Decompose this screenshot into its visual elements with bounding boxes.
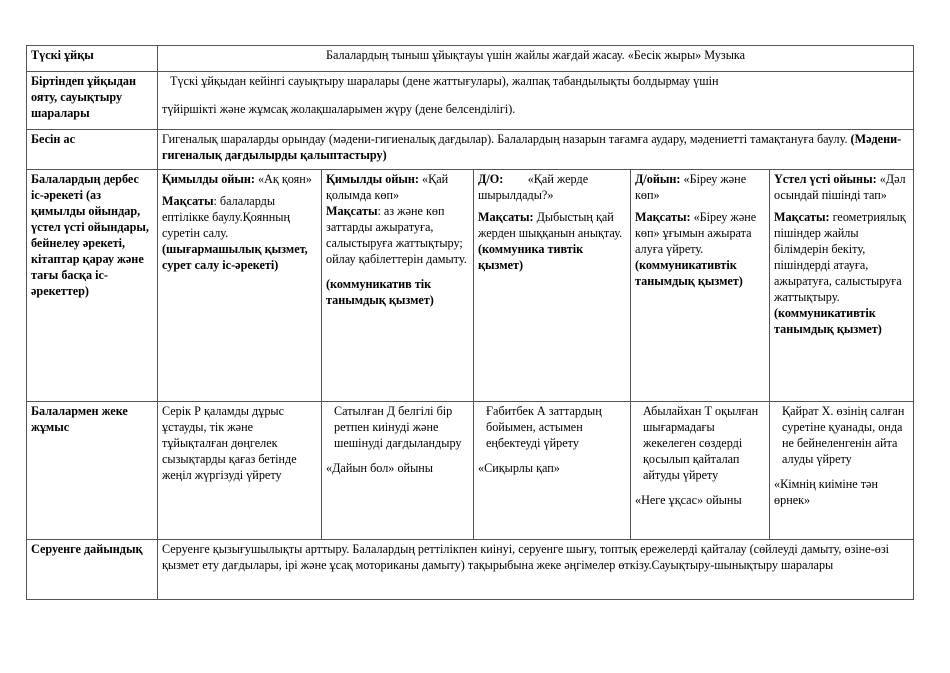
activity-5-title: «Дәл осындай пішінді тап» xyxy=(774,172,906,202)
walk-preparation-description: Серуенге қызығушылықты арттыру. Балалардың реттілікпен киінуі, серуенге шығу, топтық ережелерді қайталау (сөйлеуді дамыту, өзіне-өзі қызмет ету дағдылары, ірі және ұсақ моториканы дамыту) тақырыбына жеке әңгімелер өткізу.Сауықтыру-шынықтыру шаралары xyxy=(158,540,914,600)
individual-3-text: Ғабитбек А заттардың бойымен, астымен еңбектеуді үйрету xyxy=(486,404,602,450)
wake-up-line-1: Түскі ұйқыдан кейінгі сауықтыру шаралары (дене жаттығулары), жалпақ табандылықты болдырмау үшін xyxy=(170,74,719,88)
wake-up-line-2: түйіршікті және жұмсақ жолақшаларымен жүру (дене белсенділігі). xyxy=(162,102,516,116)
activity-1-tag: (шығармашылық қызмет, сурет салу іс-әрекеті) xyxy=(162,242,308,272)
row-label-independent-activity: Балалардың дербес іс-әрекеті (аз қимылды ойындар, үстел үсті ойындары, бейнелеу әрекеті, кітаптар қарау және тағы басқа іс-әрекеттер) xyxy=(27,170,158,402)
row-walk-preparation xyxy=(27,540,914,600)
activity-2-goal-label: Мақсаты xyxy=(326,204,378,218)
activity-5-goal-label: Мақсаты: xyxy=(774,210,830,224)
row-label-walk-preparation: Серуенге дайындық xyxy=(27,540,158,600)
activity-3-title-bold: Д/О: xyxy=(478,172,504,186)
row-wake-up xyxy=(27,72,914,130)
individual-4-game: «Неге ұқсас» ойыны xyxy=(635,493,742,507)
row-label-snack: Бесін ас xyxy=(27,130,158,170)
daily-plan-table xyxy=(26,45,914,600)
activity-1-goal-label: Мақсаты xyxy=(162,194,214,208)
activity-5-title-bold: Үстел үсті ойыны: xyxy=(774,172,877,186)
individual-1-text: Серік Р қаламды дұрыс ұстауды, тік және тұйықталған дөңгелек сызықтарды қағаз бетінде жеңіл жүргізуді үйрету xyxy=(162,404,297,482)
activity-4-title-bold: Д/ойын: xyxy=(635,172,681,186)
activity-cell-3 xyxy=(474,170,631,402)
individual-cell-2 xyxy=(322,402,474,540)
activity-2-tag: (коммуникатив тік танымдық қызмет) xyxy=(326,277,434,307)
snack-description xyxy=(158,130,914,170)
row-nap xyxy=(27,46,914,72)
activity-cell-4 xyxy=(631,170,770,402)
activity-2-title-bold: Қимылды ойын: xyxy=(326,172,419,186)
snack-skill-tag: (Мәдени-гигеналық дағдылырды қалыптастыру) xyxy=(162,132,902,162)
snack-text: Гигеналық шараларды орындау (мәдени-гигиеналық дағдылар). Балалардың назарын тағамға аудару, мәдениетті тамақтануға баулу. xyxy=(162,132,851,146)
individual-5-game: «Кімнің киіміне тән өрнек» xyxy=(774,477,878,507)
nap-description: Балалардың тыныш ұйықтауы үшін жайлы жағдай жасау. «Бесік жыры» Музыка xyxy=(158,46,914,72)
wake-up-description xyxy=(158,72,914,130)
row-independent-activity xyxy=(27,170,914,402)
activity-3-goal: Дыбыстың қай жерден шыққанын анықтау. xyxy=(478,210,623,240)
individual-4-text: Абылайхан Т оқылған шығармадағы жекелеген сөздерді қосылып қайталап айтуды үйрету xyxy=(643,404,759,482)
activity-4-tag: (коммуникативтік танымдық қызмет) xyxy=(635,258,743,288)
activity-5-goal: геометриялық пішіндер жайлы білімдерін бекіту, пішіндерді атауға, ажыратуға, салыстыруға жаттықтыру. xyxy=(774,210,906,304)
individual-cell-1 xyxy=(158,402,322,540)
activity-1-title: «Ақ қоян» xyxy=(254,172,312,186)
activity-4-goal: «Біреу және көп» ұғымын ажырата алуға үйрету. xyxy=(635,210,757,256)
activity-5-tag: (коммуникативтік танымдық қызмет) xyxy=(774,306,882,336)
activity-4-title: «Біреу және көп» xyxy=(635,172,747,202)
activity-3-goal-label: Мақсаты: xyxy=(478,210,534,224)
activity-cell-1 xyxy=(158,170,322,402)
individual-cell-3 xyxy=(474,402,631,540)
row-label-nap: Түскі ұйқы xyxy=(27,46,158,72)
individual-2-game: «Дайын бол» ойыны xyxy=(326,461,433,475)
individual-cell-4 xyxy=(631,402,770,540)
individual-cell-5 xyxy=(770,402,914,540)
row-snack xyxy=(27,130,914,170)
individual-2-text: Сатылған Д белгілі бір ретпен киінуді және шешінуді дағдыландыру xyxy=(334,404,462,450)
activity-4-goal-label: Мақсаты: xyxy=(635,210,691,224)
row-label-individual-work: Балалармен жеке жұмыс xyxy=(27,402,158,540)
activity-2-title: «Қай қолымда көп» xyxy=(326,172,449,202)
activity-cell-2 xyxy=(322,170,474,402)
individual-5-text: Қайрат Х. өзінің салған суретіне қуанады, онда не бейнеленгенін айта алуды үйрету xyxy=(782,404,905,466)
activity-3-tag: (коммуника тивтік қызмет) xyxy=(478,242,584,272)
row-individual-work xyxy=(27,402,914,540)
individual-3-game: «Сиқырлы қап» xyxy=(478,461,560,475)
activity-1-goal: : балаларды ептілікке баулу.Қоянның суретін салу. xyxy=(162,194,291,240)
activity-3-title: «Қай жерде шырылдады?» xyxy=(478,172,592,202)
activity-1-title-bold: Қимылды ойын: xyxy=(162,172,255,186)
activity-cell-5 xyxy=(770,170,914,402)
activity-2-goal: : аз және көп заттарды ажыратуға, салыстыруға жаттықтыру; ойлау қабілеттерін дамыту. xyxy=(326,204,467,266)
row-label-wake-up: Біртіндеп ұйқыдан ояту, сауықтыру шаралары xyxy=(27,72,158,130)
